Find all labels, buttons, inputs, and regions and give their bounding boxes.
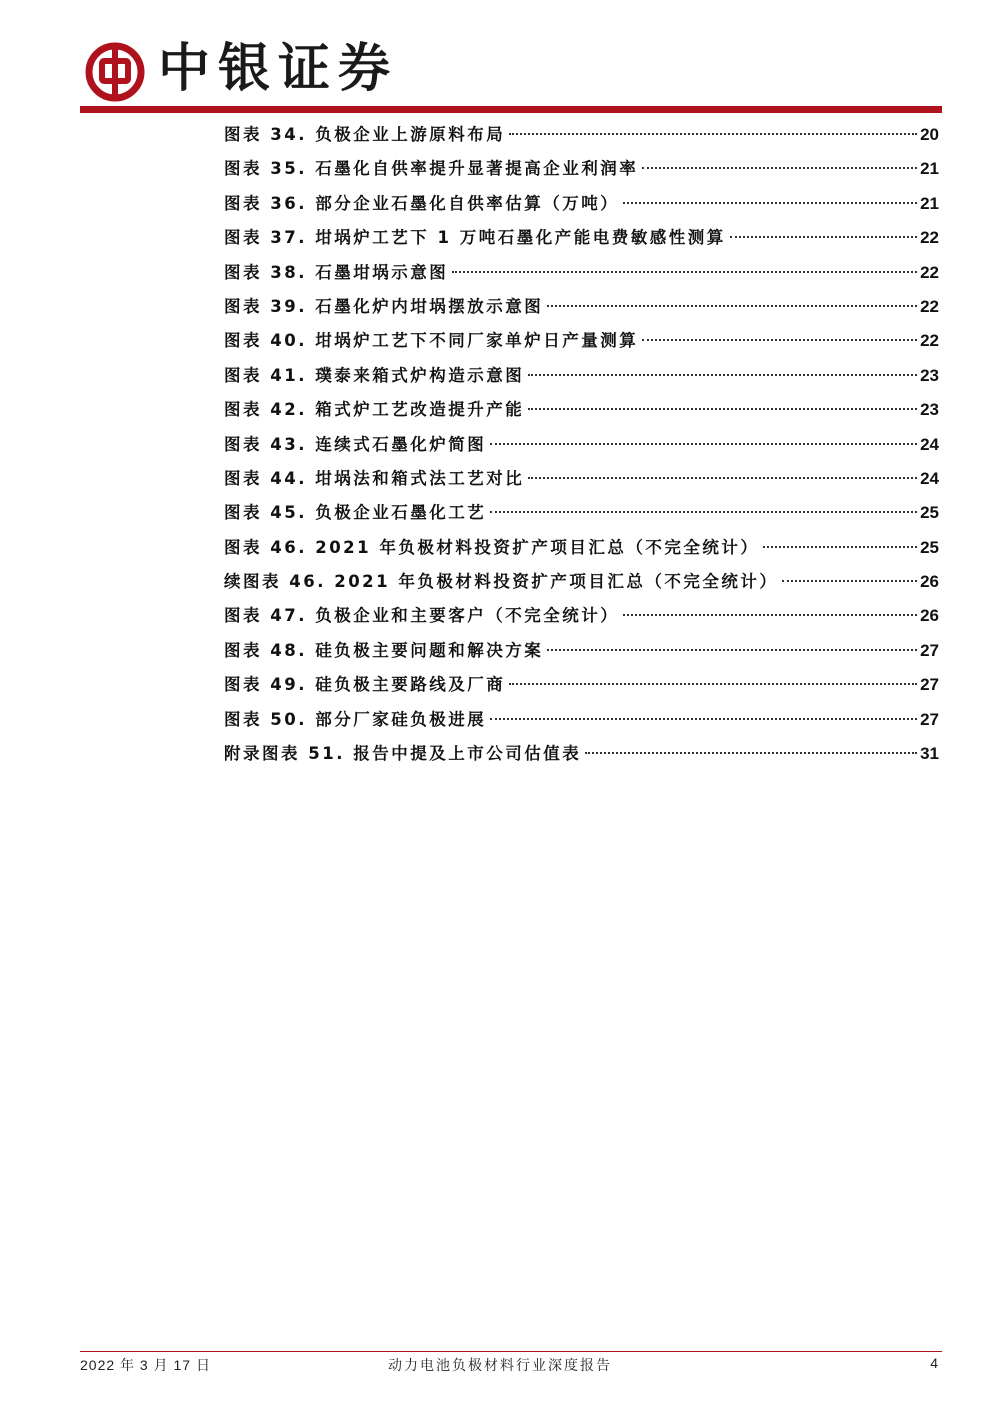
- figure-index-list: [224, 118, 939, 771]
- toc-entry-label: 图表 45. 负极企业石墨化工艺: [224, 503, 487, 523]
- toc-entry-label: 图表 44. 坩埚法和箱式法工艺对比: [224, 468, 525, 488]
- toc-entry-page: 21: [920, 159, 939, 179]
- toc-entry-page: 26: [920, 572, 939, 592]
- brand-name: 中银证券: [158, 38, 399, 99]
- footer-divider: [80, 1351, 942, 1352]
- toc-dot-leader: [528, 374, 917, 376]
- toc-dot-leader: [490, 443, 917, 445]
- toc-dot-leader: [509, 683, 917, 685]
- toc-dot-leader: [623, 614, 917, 616]
- toc-entry-label: 图表 37. 坩埚炉工艺下 1 万吨石墨化产能电费敏感性测算: [224, 228, 726, 248]
- toc-entry-label: 图表 49. 硅负极主要路线及厂商: [224, 675, 506, 695]
- toc-entry-label: 图表 38. 石墨坩埚示意图: [224, 262, 449, 282]
- toc-entry[interactable]: [224, 531, 939, 565]
- toc-entry[interactable]: [224, 152, 939, 186]
- toc-entry[interactable]: [224, 359, 939, 393]
- toc-entry[interactable]: [224, 565, 939, 599]
- toc-entry[interactable]: [224, 221, 939, 255]
- toc-entry-label: 图表 50. 部分厂家硅负极进展: [224, 709, 487, 729]
- toc-entry-page: 27: [920, 709, 939, 729]
- toc-entry[interactable]: [224, 703, 939, 737]
- toc-entry[interactable]: [224, 428, 939, 462]
- toc-dot-leader: [623, 202, 917, 204]
- toc-entry-page: 20: [920, 125, 939, 144]
- toc-entry[interactable]: [224, 599, 939, 633]
- page-header: [0, 0, 1000, 120]
- toc-entry-page: 27: [920, 675, 939, 695]
- toc-dot-leader: [585, 752, 917, 754]
- toc-entry[interactable]: [224, 634, 939, 668]
- toc-entry-page: 22: [920, 228, 939, 248]
- toc-entry[interactable]: [224, 256, 939, 290]
- toc-dot-leader: [490, 718, 917, 720]
- toc-entry[interactable]: [224, 187, 939, 221]
- toc-entry-page: 25: [920, 537, 939, 557]
- toc-dot-leader: [528, 408, 917, 410]
- toc-dot-leader: [730, 236, 917, 238]
- toc-entry[interactable]: [224, 737, 939, 771]
- report-date: 2022 年 3 月 17 日: [80, 1357, 211, 1373]
- report-title: 动力电池负极材料行业深度报告: [388, 1358, 612, 1374]
- toc-entry-page: 26: [920, 606, 939, 626]
- toc-dot-leader: [547, 649, 917, 651]
- toc-entry[interactable]: [224, 290, 939, 324]
- toc-dot-leader: [528, 477, 917, 479]
- toc-dot-leader: [782, 580, 917, 582]
- toc-entry[interactable]: [224, 668, 939, 702]
- toc-entry-page: 21: [920, 193, 939, 213]
- toc-entry[interactable]: [224, 496, 939, 530]
- toc-entry[interactable]: [224, 462, 939, 496]
- toc-entry-label: 图表 34. 负极企业上游原料布局: [224, 125, 506, 144]
- toc-entry-label: 图表 40. 坩埚炉工艺下不同厂家单炉日产量测算: [224, 331, 639, 351]
- toc-entry-label: 图表 42. 箱式炉工艺改造提升产能: [224, 400, 525, 420]
- toc-entry-label: 续图表 46. 2021 年负极材料投资扩产项目汇总（不完全统计）: [224, 572, 779, 592]
- toc-entry-page: 22: [920, 296, 939, 316]
- toc-entry[interactable]: [224, 324, 939, 358]
- toc-entry-label: 图表 46. 2021 年负极材料投资扩产项目汇总（不完全统计）: [224, 537, 760, 557]
- toc-entry-page: 31: [920, 744, 939, 764]
- toc-dot-leader: [547, 305, 917, 307]
- toc-dot-leader: [509, 133, 917, 135]
- page-number: 4: [930, 1355, 938, 1371]
- toc-entry[interactable]: [224, 393, 939, 427]
- toc-dot-leader: [490, 511, 917, 513]
- toc-entry-page: 25: [920, 503, 939, 523]
- toc-entry-page: 24: [920, 468, 939, 488]
- header-divider: [80, 106, 942, 113]
- toc-dot-leader: [642, 339, 917, 341]
- toc-entry-label: 图表 39. 石墨化炉内坩埚摆放示意图: [224, 296, 544, 316]
- toc-dot-leader: [452, 271, 917, 273]
- toc-entry-page: 23: [920, 400, 939, 420]
- toc-entry-page: 22: [920, 262, 939, 282]
- toc-entry-page: 22: [920, 331, 939, 351]
- toc-entry-label: 附录图表 51. 报告中提及上市公司估值表: [224, 744, 582, 764]
- toc-entry-label: 图表 48. 硅负极主要问题和解决方案: [224, 640, 544, 660]
- toc-entry-label: 图表 43. 连续式石墨化炉简图: [224, 434, 487, 454]
- toc-entry-label: 图表 36. 部分企业石墨化自供率估算（万吨）: [224, 193, 620, 213]
- toc-entry-page: 24: [920, 434, 939, 454]
- toc-entry-label: 图表 35. 石墨化自供率提升显著提高企业利润率: [224, 159, 639, 179]
- toc-dot-leader: [763, 546, 917, 548]
- toc-entry-label: 图表 41. 璞泰来箱式炉构造示意图: [224, 365, 525, 385]
- toc-entry-page: 23: [920, 365, 939, 385]
- toc-entry[interactable]: [224, 118, 939, 152]
- bank-of-china-logo-icon: [85, 42, 145, 102]
- toc-entry-label: 图表 47. 负极企业和主要客户（不完全统计）: [224, 606, 620, 626]
- toc-entry-page: 27: [920, 640, 939, 660]
- toc-dot-leader: [642, 167, 917, 169]
